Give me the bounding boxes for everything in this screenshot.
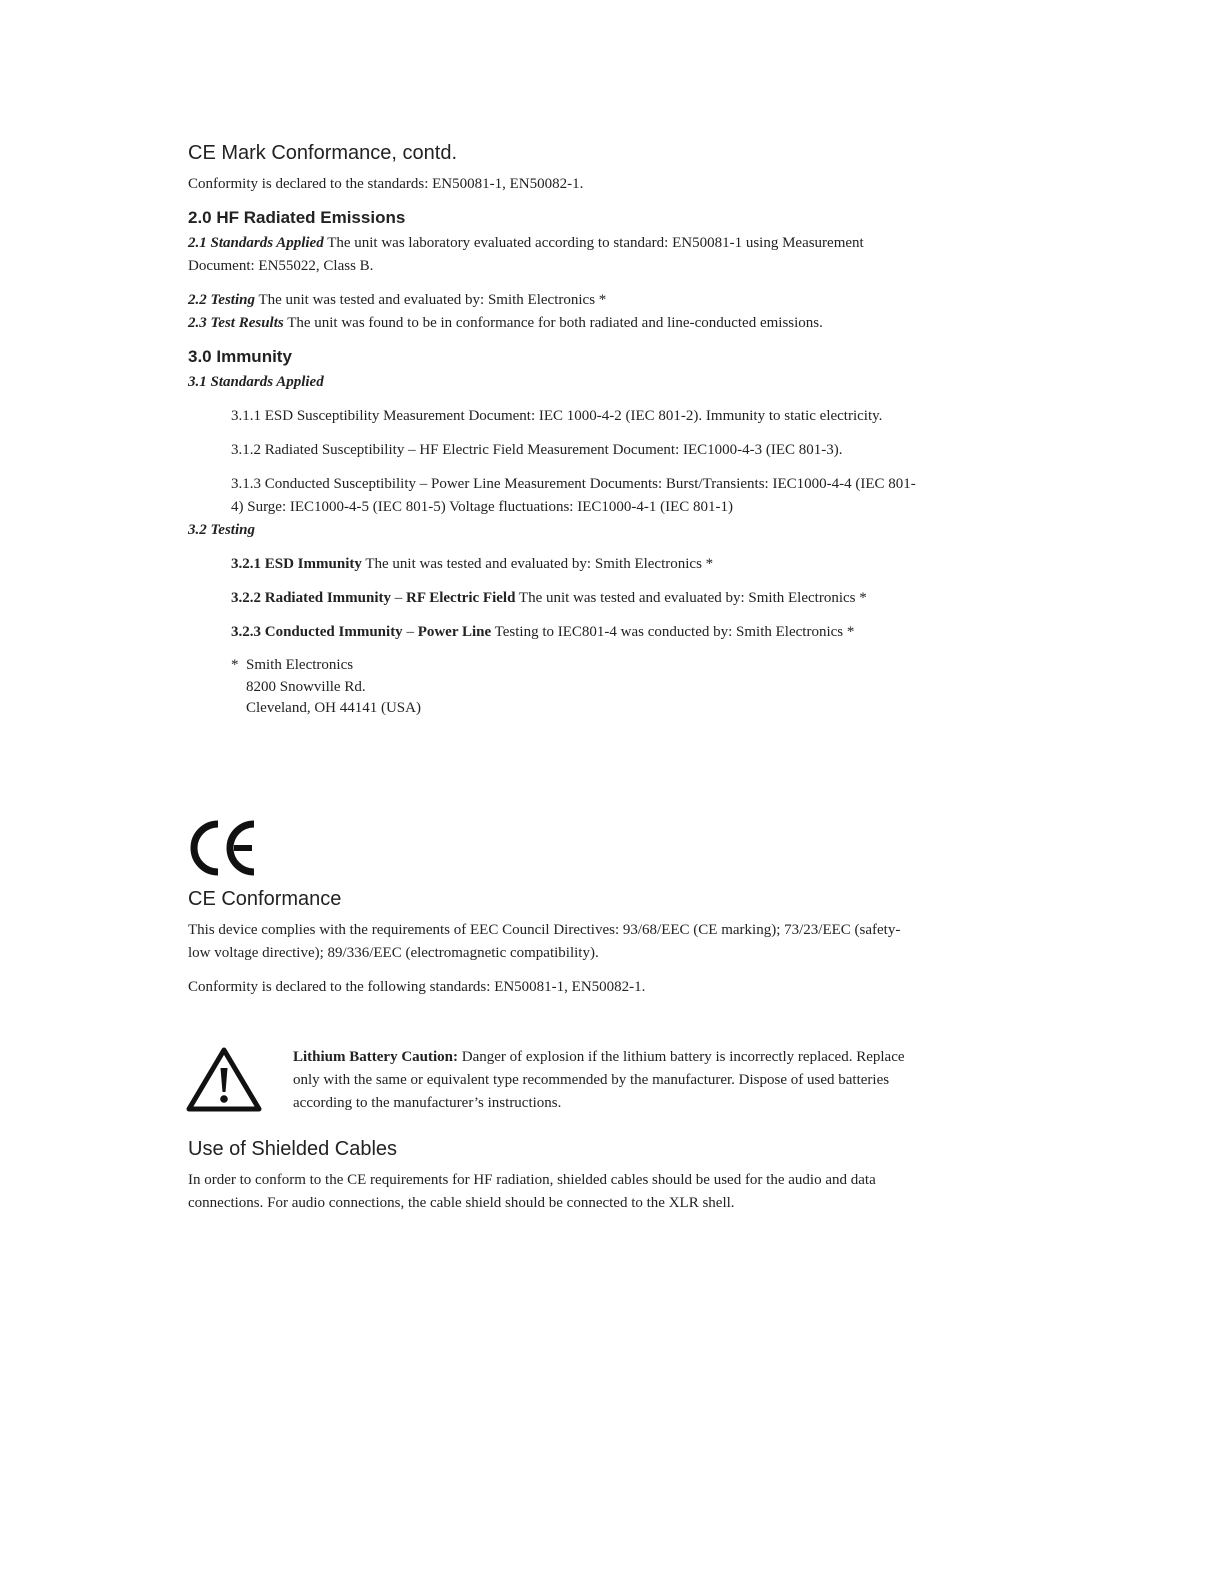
page-content (188, 142, 918, 720)
ce-conformance-section (188, 888, 918, 999)
warning-triangle-icon (186, 1046, 262, 1117)
immunity-s323 (231, 621, 918, 644)
ce-para-1: This device complies with the requirements of EEC Council Directives: 93/68/EEC (CE marking); 73/23/EEC (safety-low voltage directive); 89/336/EEC (electromagnetic compatibility). (188, 922, 901, 961)
ce-title: CE Conformance (188, 888, 342, 910)
immunity-s321-label: 3.2.1 ESD Immunity (231, 556, 362, 572)
immunity-s323-label-a: 3.2.3 Conducted Immunity (231, 624, 403, 640)
address-line-2: 8200 Snowville Rd. (246, 678, 366, 695)
immunity-s322-text: The unit was tested and evaluated by: Smith Electronics * (515, 590, 867, 606)
battery-caution-label: Lithium Battery Caution: (293, 1049, 458, 1065)
ce-para-2: Conformity is declared to the following standards: EN50081-1, EN50082-1. (188, 979, 646, 995)
immunity-s312: 3.1.2 Radiated Susceptibility – HF Electric Field Measurement Document: IEC1000-4-3 (IEC 801-3). (231, 442, 843, 458)
immunity-s322-label-b: RF Electric Field (406, 590, 516, 606)
address-star: * (231, 657, 239, 673)
immunity-s311: 3.1.1 ESD Susceptibility Measurement Document: IEC 1000-4-2 (IEC 801-2). Immunity to static electricity. (231, 408, 883, 424)
hf-testing (188, 289, 918, 312)
immunity-s323-text: Testing to IEC801-4 was conducted by: Smith Electronics * (491, 624, 855, 640)
immunity-s313: 3.1.3 Conducted Susceptibility – Power Line Measurement Documents: Burst/Transients: IEC1000-4-4 (IEC 801-4) Surge: IEC1000-4-5 (IEC 801-5) Voltage fluctuations: IEC1000-4-1 (IEC 801-1) (231, 476, 916, 515)
immunity-s321 (231, 553, 918, 576)
battery-caution (293, 1046, 918, 1115)
immunity-heading: 3.0 Immunity (188, 347, 292, 366)
immunity-s322-label-a: 3.2.2 Radiated Immunity (231, 590, 392, 606)
contd-title: CE Mark Conformance, contd. (188, 142, 457, 164)
hf-standards-applied (188, 232, 918, 278)
contd-conformity: Conformity is declared to the standards: EN50081-1, EN50082-1. (188, 176, 584, 192)
hf-s23-text: The unit was found to be in conformance for both radiated and line-conducted emissions. (283, 315, 823, 331)
address-line-3: Cleveland, OH 44141 (USA) (246, 700, 421, 716)
cables-text: In order to conform to the CE requirements for HF radiation, shielded cables should be used for the audio and data connections. For audio connections, the cable shield should be connected to the XLR shell. (188, 1172, 876, 1211)
hf-heading: 2.0 HF Radiated Emissions (188, 208, 406, 227)
immunity-s321-text: The unit was tested and evaluated by: Smith Electronics * (361, 556, 714, 572)
ce-mark-logo (188, 818, 258, 883)
immunity-s323-label-b: Power Line (417, 624, 492, 640)
battery-caution-body: Danger of explosion if the lithium battery is incorrectly replaced. Replace only with the same or equivalent type recommended by the manufacturer. Dispose of used batteries according to the manufacturer’s instructions. (293, 1049, 905, 1111)
immunity-s31-label: 3.1 Standards Applied (188, 374, 324, 390)
hf-s21-text: The unit was laboratory evaluated according to standard: EN50081-1 using Measurement Document: EN55022, Class B. (188, 235, 864, 274)
address-block (231, 655, 918, 720)
hf-s22-text: The unit was tested and evaluated by: Smith Electronics * (254, 292, 607, 308)
hf-s23-label: 2.3 Test Results (188, 315, 284, 331)
immunity-s32-label: 3.2 Testing (188, 522, 255, 538)
cables-title: Use of Shielded Cables (188, 1138, 398, 1160)
immunity-s322-dash: – (391, 590, 407, 606)
hf-test-results (188, 312, 918, 335)
shielded-cables-section (188, 1138, 918, 1215)
immunity-s322 (231, 587, 918, 610)
battery-caution-text (293, 1046, 918, 1115)
immunity-s323-dash: – (402, 624, 418, 640)
address-lines (246, 655, 421, 720)
hf-s22-label: 2.2 Testing (188, 292, 255, 308)
hf-s21-label: 2.1 Standards Applied (188, 235, 324, 251)
address-line-1: Smith Electronics (246, 657, 354, 673)
